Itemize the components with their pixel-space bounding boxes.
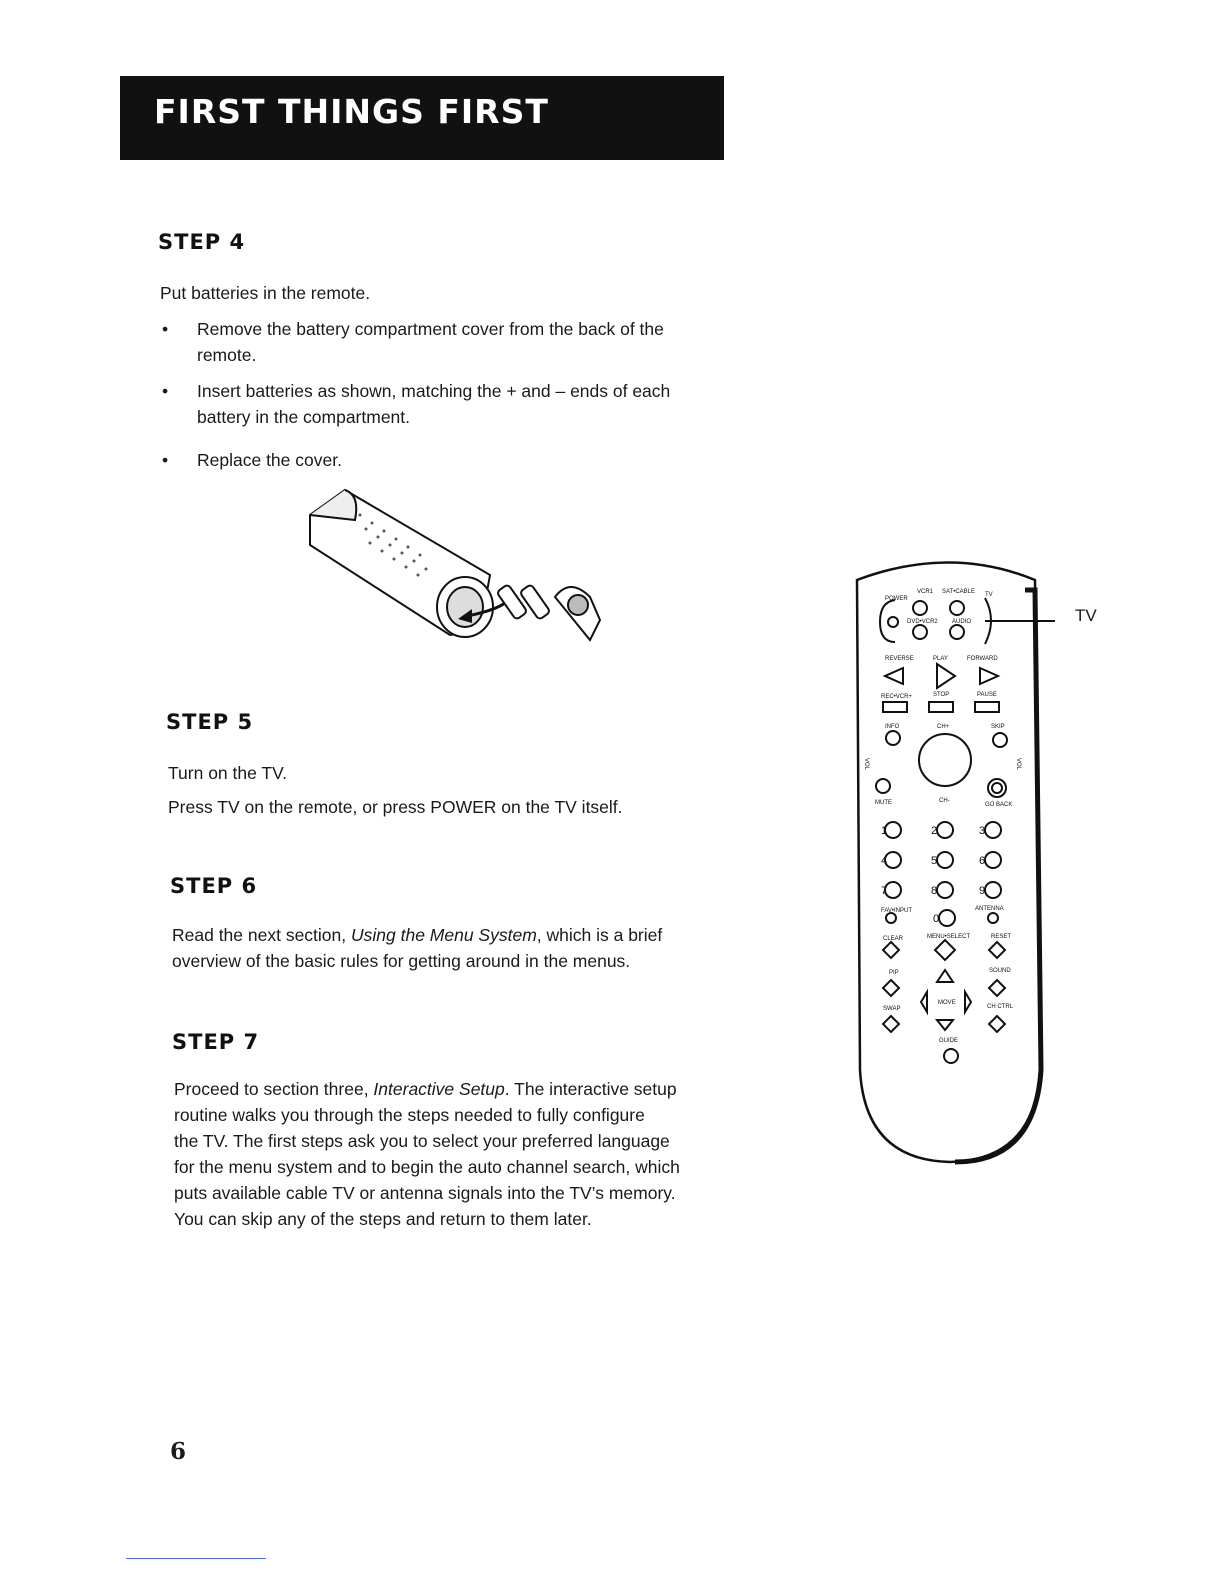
- label-power: POWER: [885, 596, 908, 602]
- bullet-2-line-2: battery in the compartment.: [197, 407, 411, 427]
- battery-illustration: [300, 485, 620, 665]
- section-title: FIRST THINGS FIRST: [154, 92, 549, 131]
- label-vcr1: VCR1: [917, 589, 934, 595]
- bullet-1-line-1: Remove the battery compartment cover from the back of the: [197, 319, 664, 339]
- label-dvdvcr2: DVD•VCR2: [907, 619, 938, 625]
- digit-5: 5: [931, 855, 938, 867]
- digit-7: 7: [881, 885, 888, 897]
- step7-line-1: Proceed to section three, Interactive Setup. The interactive setup: [174, 1079, 677, 1099]
- step7-line-6: You can skip any of the steps and return to them later.: [174, 1209, 592, 1229]
- label-antenna: ANTENNA: [975, 906, 1004, 912]
- page-number: 6: [170, 1438, 187, 1465]
- step5-heading: STEP 5: [166, 710, 254, 734]
- step4-bullet-2: • Insert batteries as shown, matching the + and – ends of each battery in the compartment.: [162, 378, 762, 430]
- label-goback: GO BACK: [985, 802, 1013, 808]
- label-swap: SWAP: [883, 1006, 901, 1012]
- digit-4: 4: [881, 855, 888, 867]
- label-vol-left: VOL: [863, 758, 869, 771]
- step4-heading: STEP 4: [158, 230, 246, 254]
- step7-line-2: routine walks you through the steps needed to fully configure: [174, 1105, 645, 1125]
- tv-callout-label: TV: [1075, 606, 1097, 625]
- digit-8: 8: [931, 885, 938, 897]
- step7-line-4: for the menu system and to begin the auto channel search, which: [174, 1157, 680, 1177]
- interactive-setup-reference: Interactive Setup: [373, 1079, 505, 1099]
- bottom-rule: [126, 1558, 266, 1559]
- label-stop: STOP: [933, 692, 950, 698]
- step5-line-2: Press TV on the remote, or press POWER on the TV itself.: [168, 797, 623, 817]
- label-pip: PIP: [889, 970, 899, 976]
- bullet-2-line-1: Insert batteries as shown, matching the + and – ends of each: [197, 381, 671, 401]
- step5-line-1: Turn on the TV.: [168, 763, 288, 783]
- step6-line-2: overview of the basic rules for getting around in the menus.: [172, 951, 631, 971]
- label-forward: FORWARD: [967, 656, 998, 662]
- label-tv: TV: [985, 592, 993, 598]
- label-reset: RESET: [991, 934, 1012, 940]
- label-reverse: REVERSE: [885, 656, 914, 662]
- step7-heading: STEP 7: [172, 1030, 260, 1054]
- step6-line-1: Read the next section, Using the Menu System, which is a brief: [172, 925, 663, 945]
- section-banner: [120, 76, 724, 160]
- step4-bullet-3: • Replace the cover.: [162, 447, 762, 473]
- step4-bullet-1: • Remove the battery compartment cover from the back of the remote.: [162, 316, 762, 368]
- digit-0: 0: [933, 913, 940, 925]
- label-sound: SOUND: [989, 968, 1011, 974]
- label-satcable: SAT•CABLE: [942, 589, 975, 595]
- digit-6: 6: [979, 855, 986, 867]
- label-chplus: CH+: [937, 724, 950, 730]
- digit-1: 1: [881, 825, 888, 837]
- step6-heading: STEP 6: [170, 874, 258, 898]
- label-rec: REC•VCR+: [881, 694, 912, 700]
- label-pause: PAUSE: [977, 692, 997, 698]
- label-play: PLAY: [933, 656, 948, 662]
- label-menuselect: MENU•SELECT: [927, 934, 971, 940]
- step7-line-3: the TV. The first steps ask you to select your preferred language: [174, 1131, 670, 1151]
- bullet-1-line-2: remote.: [197, 345, 257, 365]
- label-guide: GUIDE: [939, 1038, 959, 1044]
- remote-control-illustration: [845, 550, 1055, 1170]
- label-favinput: FAV•INPUT: [881, 908, 912, 914]
- label-info: INFO: [885, 724, 900, 730]
- label-audio: AUDIO: [952, 619, 972, 625]
- menu-system-reference: Using the Menu System: [351, 925, 537, 945]
- step7-line-5: puts available cable TV or antenna signals into the TV’s memory.: [174, 1183, 676, 1203]
- label-vol-right: VOL: [1015, 758, 1021, 771]
- label-move: MOVE: [938, 1000, 956, 1006]
- bullet-3-line-1: Replace the cover.: [197, 450, 342, 470]
- digit-9: 9: [979, 885, 986, 897]
- digit-2: 2: [931, 825, 938, 837]
- label-chctrl: CH CTRL: [987, 1004, 1014, 1010]
- label-clear: CLEAR: [883, 936, 904, 942]
- step4-intro: Put batteries in the remote.: [160, 283, 371, 303]
- label-mute: MUTE: [875, 800, 892, 806]
- label-chminus: CH-: [939, 798, 950, 804]
- digit-3: 3: [979, 825, 986, 837]
- label-skip: SKIP: [991, 724, 1005, 730]
